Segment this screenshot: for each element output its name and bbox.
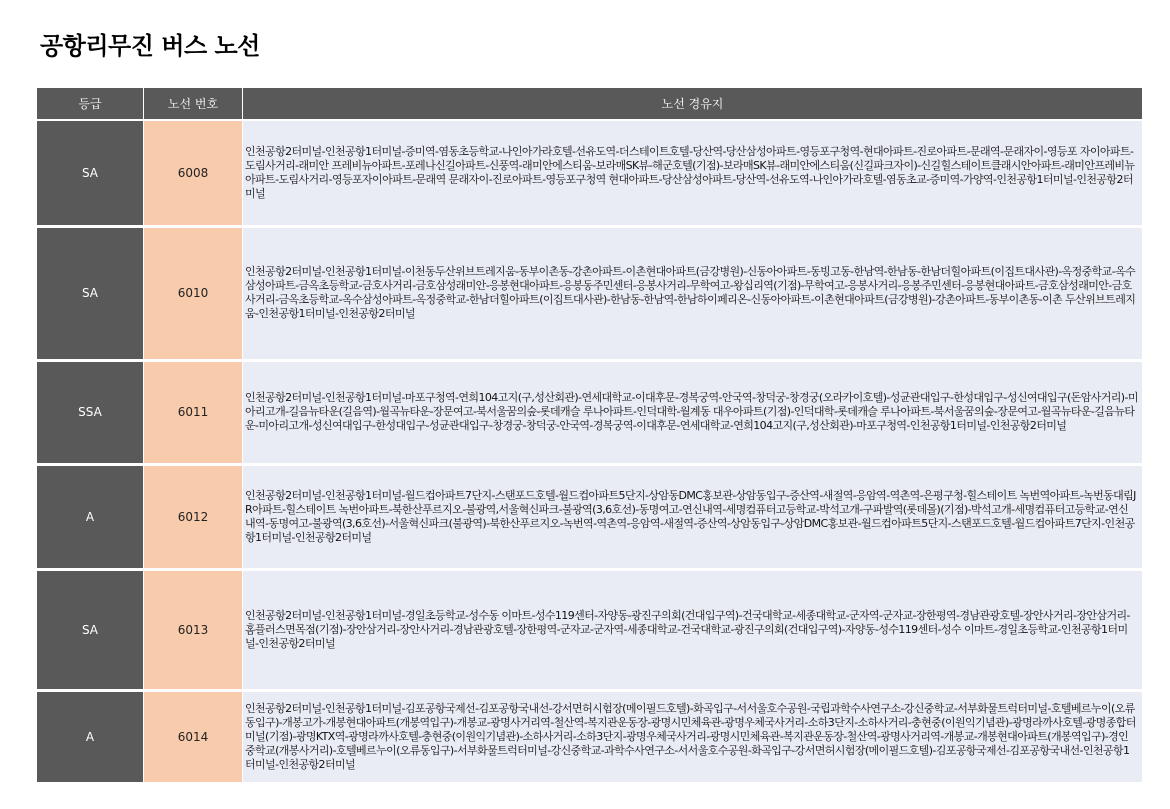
grade-cell: A	[37, 690, 144, 783]
grade-cell: A	[37, 464, 144, 569]
table-row	[37, 226, 1143, 360]
table-header	[37, 88, 1143, 120]
route-stops-text: 인천공항2터미널-인천공항1터미널-경일초등학교-성수동 이마트-성수119센터-자양동-광진구의회(건대입구역)-건국대학교-세종대학교-군자역-군자교-장한평역-경남관광호텔-장안사거리-장안삼거리-홈플러스면목점(기점)-장안삼거리-장안사거리-경남관광호텔-장한평역-군자교-군자역-세종대학교-건국대학교-광진구의회(건대입구역)-자양동-성수119센터-성수 이마트-경일초등학교-인천공항1터미널-인천공항2터미널	[245, 608, 1130, 650]
table-row	[37, 569, 1143, 690]
route-stops-cell	[243, 464, 1143, 569]
route-stops-cell	[243, 226, 1143, 360]
route-table	[36, 88, 1143, 785]
header-route-stops: 노선 경유지	[243, 88, 1143, 120]
route-stops-cell	[243, 690, 1143, 783]
route-stops-text: 인천공항2터미널-인천공항1터미널-월드컵아파트7단지-스탠포드호텔-월드컵아파트5단지-상암동DMC홍보관-상암동입구-증산역-새절역-응암역-역촌역-은평구청-힐스테이트 녹번역아파트-녹번동대림JR아파트-힐스테이트 녹번아파트-북한산푸르지오-불광역,서울혁신파크-불광역(3,6호선)-동명여고-연신내역-세명컴퓨터고등학교-박석고개-구파발역(롯데몰)(기점)-박석고개-세명컴퓨터고등학교-연신내역-동명여고-불광역(3,6호선)-서울혁신파크(불광역)-북한산푸르지오-녹번역-역촌역-응암역-새절역-증산역-상암동입구-상암DMC홍보관-월드컵아파트5단지-스탠포드호텔-월드컵아파트7단지-인천공항1터미널-인천공항2터미널	[245, 488, 1136, 544]
route-stops-text: 인천공항2터미널-인천공항1터미널-김포공항국제선-김포공항국내선-강서면허시험장(메이필드호텔)-화곡입구-서서울호수공원-국립과학수사연구소-강신중학교-서부화물트럭터미널-호텔베르누이(오류동입구)-개봉고가-개봉현대아파트(개봉역입구)-개봉교-광명사거리역-철산역-복지관운동장-광명시민체육관-광명우체국사거리-소하3단지-소하사거리-충현중(이원익기념관)-광명라까사호텔-광명종합터미널(기점)-광명KTX역-광명라까사호텔-충현중(이원익기념관)-소하사거리-소하3단지-광명우체국사거리-광명시민체육관-복지관운동장-철산역-광명사거리역-개봉교-개봉현대아파트(개봉역입구)-경인중학교(개봉사거리)-호텔베르누이(오류동입구)-서부화물트럭터미널-강신중학교-과학수사연구소-서서울호수공원-화곡입구-강서면허시험장(메이필드호텔)-김포공항국제선-김포공항국내선-인천공항1터미널-인천공항2터미널	[245, 701, 1136, 771]
header-row	[37, 88, 1143, 120]
table-row	[37, 464, 1143, 569]
grade-cell: SA	[37, 226, 144, 360]
header-route-number: 노선 번호	[144, 88, 243, 120]
route-number-cell: 6010	[144, 226, 243, 360]
grade-cell: SSA	[37, 360, 144, 464]
grade-cell: SA	[37, 569, 144, 690]
table-row	[37, 120, 1143, 226]
header-grade: 등급	[37, 88, 144, 120]
route-number-cell: 6013	[144, 569, 243, 690]
route-stops-cell	[243, 360, 1143, 464]
table-row	[37, 360, 1143, 464]
route-stops-cell	[243, 569, 1143, 690]
route-stops-text: 인천공항2터미널-인천공항1터미널-이천동두산위브트레지움-동부이촌동-강촌아파트-이촌현대아파트(금강병원)-신동아아파트-동빙고동-한남역-한남동-한남더힐아파트(이집트대사관)-옥정중학교-옥수삼성아파트-금옥초등학교-금호사거리-금호삼성래미안-응봉현대아파트-응봉동주민센터-응봉사거리-무학여고-왕십리역(기점)-무학여고-응봉사거리-응봉주민센터-응봉현대아파트-금호삼성래미안-금호사거리-금옥초등학교-옥수삼성아파트-옥정중학교-한남더힐아파트(이집트대사관)-한남동-한남역-한남하이페리온-신동아아파트-이촌현대아파트(금강병원)-강촌아파트-동부이촌동-이촌 두산위브트레지움-인천공항1터미널-인천공항2터미널	[245, 265, 1136, 320]
route-stops-text: 인천공항2터미널-인천공항1터미널-증미역-염동초등학교-나인아가라호텔-선유도역-더스테이트호텔-당산역-당산삼성아파트-영등포구청역-현대아파트-진로아파트-문래역-문래자이-영등포 자이아파트-도림사거리-래미안 프레비뉴아파트-포레나신길아파트-신풍역-래미안에스티움-보라매SK뷰-해군호텔(기점)-보라매SK뷰-래미안에스티움(신길파크자이)-신길힐스테이트클래시안아파트-래미안프레비뉴아파트-도림사거리-영등포자이아파트-문래역 문래자이-진로아파트-영등포구청역 현대아파트-당산삼성아파트-당산역-선유도역-나인아가라호텔-염동초교-증미역-가양역-인천공항1터미널-인천공항2터미널	[245, 144, 1135, 200]
route-number-cell: 6012	[144, 464, 243, 569]
route-number-cell: 6008	[144, 120, 243, 226]
grade-cell: SA	[37, 120, 144, 226]
route-stops-cell	[243, 120, 1143, 226]
route-number-cell: 6011	[144, 360, 243, 464]
route-stops-text: 인천공항2터미널-인천공항1터미널-마포구청역-연희104고지(구,성산회관)-연세대학교-이대후문-경복궁역-안국역-창덕궁-창경궁(오라카이호텔)-성균관대입구-한성대입구-성신여대입구(돈암사거리)-미아리고개-길음뉴타운(길음역)-월곡뉴타운-장문여고-북서울꿈의숲-롯데캐슬 루나아파트-인덕대학-월계동 대우아파트(기점)-인덕대학-롯데캐슬 루나아파트-북서울꿈의숲-장문여고-월곡뉴타운-길음뉴타운-미아리고개-성신여대입구-한성대입구-성균관대입구-창경궁-창덕궁-안국역-경복궁역-이대후문-연세대학교-연희104고지(구,성산회관)-마포구청역-인천공항1터미널-인천공항2터미널	[245, 391, 1138, 432]
table-body	[37, 120, 1143, 783]
table-row	[37, 690, 1143, 783]
page-title: 공항리무진 버스 노선	[40, 32, 260, 60]
route-number-cell: 6014	[144, 690, 243, 783]
